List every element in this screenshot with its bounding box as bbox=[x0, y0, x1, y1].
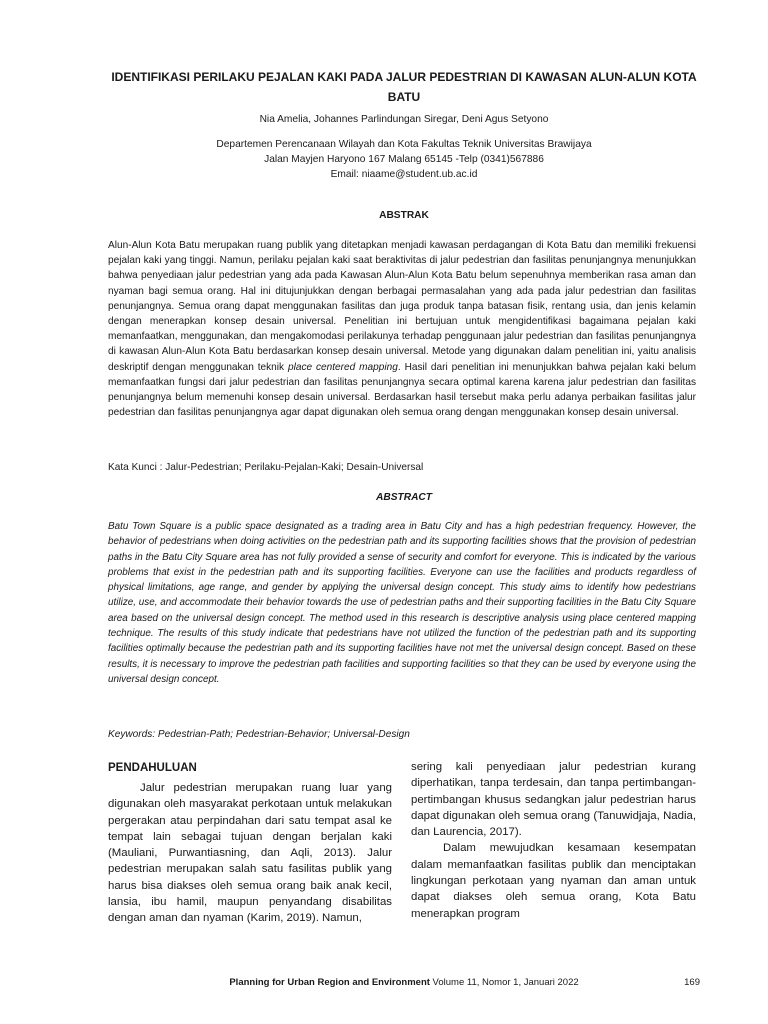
abstrak-body-part1: Alun-Alun Kota Batu merupakan ruang publik yang ditetapkan menjadi kawasan perdagangan di Kota Batu dan memiliki frekuensi pejalan kaki yang tinggi. Namun, perilaku pejalan kaki saat beraktivitas di jalur pedestrian dan fasilitas penunjangnya menunjukkan bahwa penyediaan jalur pedestrian yang ada pada Kawasan Alun-Alun Kota Batu belum sepenuhnya memberikan rasa aman dan nyaman bagi semua orang. Hal ini ditujunjukkan dengan berbagai permasalahan yang ada pada jalur pedestrian dan fasilitas penunjangnya. Semua orang dapat menggunakan fasilitas dan juga produk tanpa batasan fisik, rentang usia, dan jenis kelamin dengan menerapkan konsep desain universal. Penelitian ini bertujuan untuk mengidentifikasi bagaimana pejalan kaki memanfaatkan, menggunakan, dan mengakomodasi perilakunya terhadap penggunaan jalur pedestrian dan fasilitas penunjangnya di kawasan Alun-Alun Kota Batu berdasarkan konsep desain universal. Metode yang digunakan dalam penelitian ini, yaitu analisis deskriptif dengan menggunakan teknik bbox=[108, 240, 696, 373]
footer-journal-info bbox=[108, 976, 700, 990]
journal-name: Planning for Urban Region and Environment bbox=[229, 977, 430, 988]
kata-kunci: Kata Kunci : Jalur-Pedestrian; Perilaku-Pejalan-Kaki; Desain-Universal bbox=[108, 462, 424, 473]
intro-paragraph-1: sering kali penyediaan jalur pedestrian kurang diperhatikan, tanpa terdesain, dan tanpa pertimbangan-pertimbangan khusus sedangkan jalur pedestrian harus dapat digunakan oleh semua orang (Tanuwidjaja, Nadia, dan Laurencia, 2017). bbox=[411, 761, 696, 839]
abstrak-body-part2: . Hasil dari penelitian ini menunjukkan bahwa pejalan kaki belum memanfaatkan fungsi dari jalur pedestrian dan fasilitas penunjangnya secara optimal karena karena jalur pedestrian dan fasilitas penunjangnya belum memenuhi konsep desain universal. Berdasarkan hasil tersebut maka perlu adanya perbaikan fasilitas jalur pedestrian dan fasilitas penunjangnya agar dapat digunakan oleh semua orang dengan menggunakan konsep desain universal. bbox=[108, 361, 696, 419]
intro-paragraph-2: Dalam mewujudkan kesamaan kesempatan dalam memanfaatkan fasilitas publik dan menciptakan lingkungan perkotaan yang nyaman dan aman untuk dapat diakses oleh semua orang, Kota Batu menerapkan program bbox=[411, 842, 696, 920]
journal-volume: Volume 11, Nomor 1, Januari 2022 bbox=[429, 977, 579, 988]
abstrak-body bbox=[108, 238, 696, 420]
abstrak-body-technique: place centered mapping bbox=[287, 361, 398, 373]
intro-left-column: Jalur pedestrian merupakan ruang luar yang digunakan oleh masyarakat perkotaan untuk melakukan pergerakan atau perpindahan dari satu tempat asal ke tempat lain sebagai tujuan dengan berjalan kaki (Mauliani, Purwantiasning, dan Aqli, 2013). Jalur pedestrian merupakan salah satu fasilitas publik yang harus bisa diakses oleh semua orang baik anak kecil, lansia, ibu hamil, maupun penyandang disabilitas dengan aman dan nyaman (Karim, 2019). Namun, bbox=[108, 782, 392, 925]
page-number: 169 bbox=[684, 977, 700, 988]
author-list: Nia Amelia, Johannes Parlindungan Siregar, Deni Agus Setyono bbox=[259, 114, 549, 125]
affiliation-department: Departemen Perencanaan Wilayah dan Kota Fakultas Teknik Universitas Brawijaya bbox=[216, 139, 592, 150]
section-heading-pendahuluan: PENDAHULUAN bbox=[108, 762, 197, 774]
keywords: Keywords: Pedestrian-Path; Pedestrian-Behavior; Universal-Design bbox=[108, 729, 410, 740]
abstract-heading: ABSTRACT bbox=[375, 492, 433, 503]
abstrak-heading: ABSTRAK bbox=[379, 210, 429, 221]
intro-right-column bbox=[411, 759, 696, 922]
paper-title: IDENTIFIKASI PERILAKU PEJALAN KAKI PADA JALUR PEDESTRIAN DI KAWASAN ALUN-ALUN KOTA BATU bbox=[111, 70, 697, 104]
abstract-body: Batu Town Square is a public space designated as a trading area in Batu City and has a high pedestrian frequency. However, the behavior of pedestrians when doing activities on the pedestrian path and its supporting facilities shows that the provision of pedestrian paths in the Batu City Square area has not fully provided a sense of security and comfort for everyone. This is indicated by the various problems that exist in the pedestrian path and its supporting facilities. Everyone can use the facilities and products regardless of physical limitations, age range, and gender by applying the universal design concept. This study aims to identify how pedestrians utilize, use, and accommodate their behavior towards the use of pedestrian paths and their supporting facilities in the Batu City Square area based on the universal design concept. The method used in this research is descriptive analysis using place centered mapping technique. The results of this study indicate that pedestrians have not utilized the function of the pedestrian path and its supporting facilities optimally because the pedestrian path and its supporting facilities have not met the universal design concept. Based on these results, it is necessary to improve the pedestrian path facilities and supporting facilities so that they can be used by everyone using the universal design concept. bbox=[108, 521, 696, 685]
affiliation-address: Jalan Mayjen Haryono 167 Malang 65145 -Telp (0341)567886 bbox=[264, 154, 544, 165]
author-email: Email: niaame@student.ub.ac.id bbox=[330, 169, 478, 180]
